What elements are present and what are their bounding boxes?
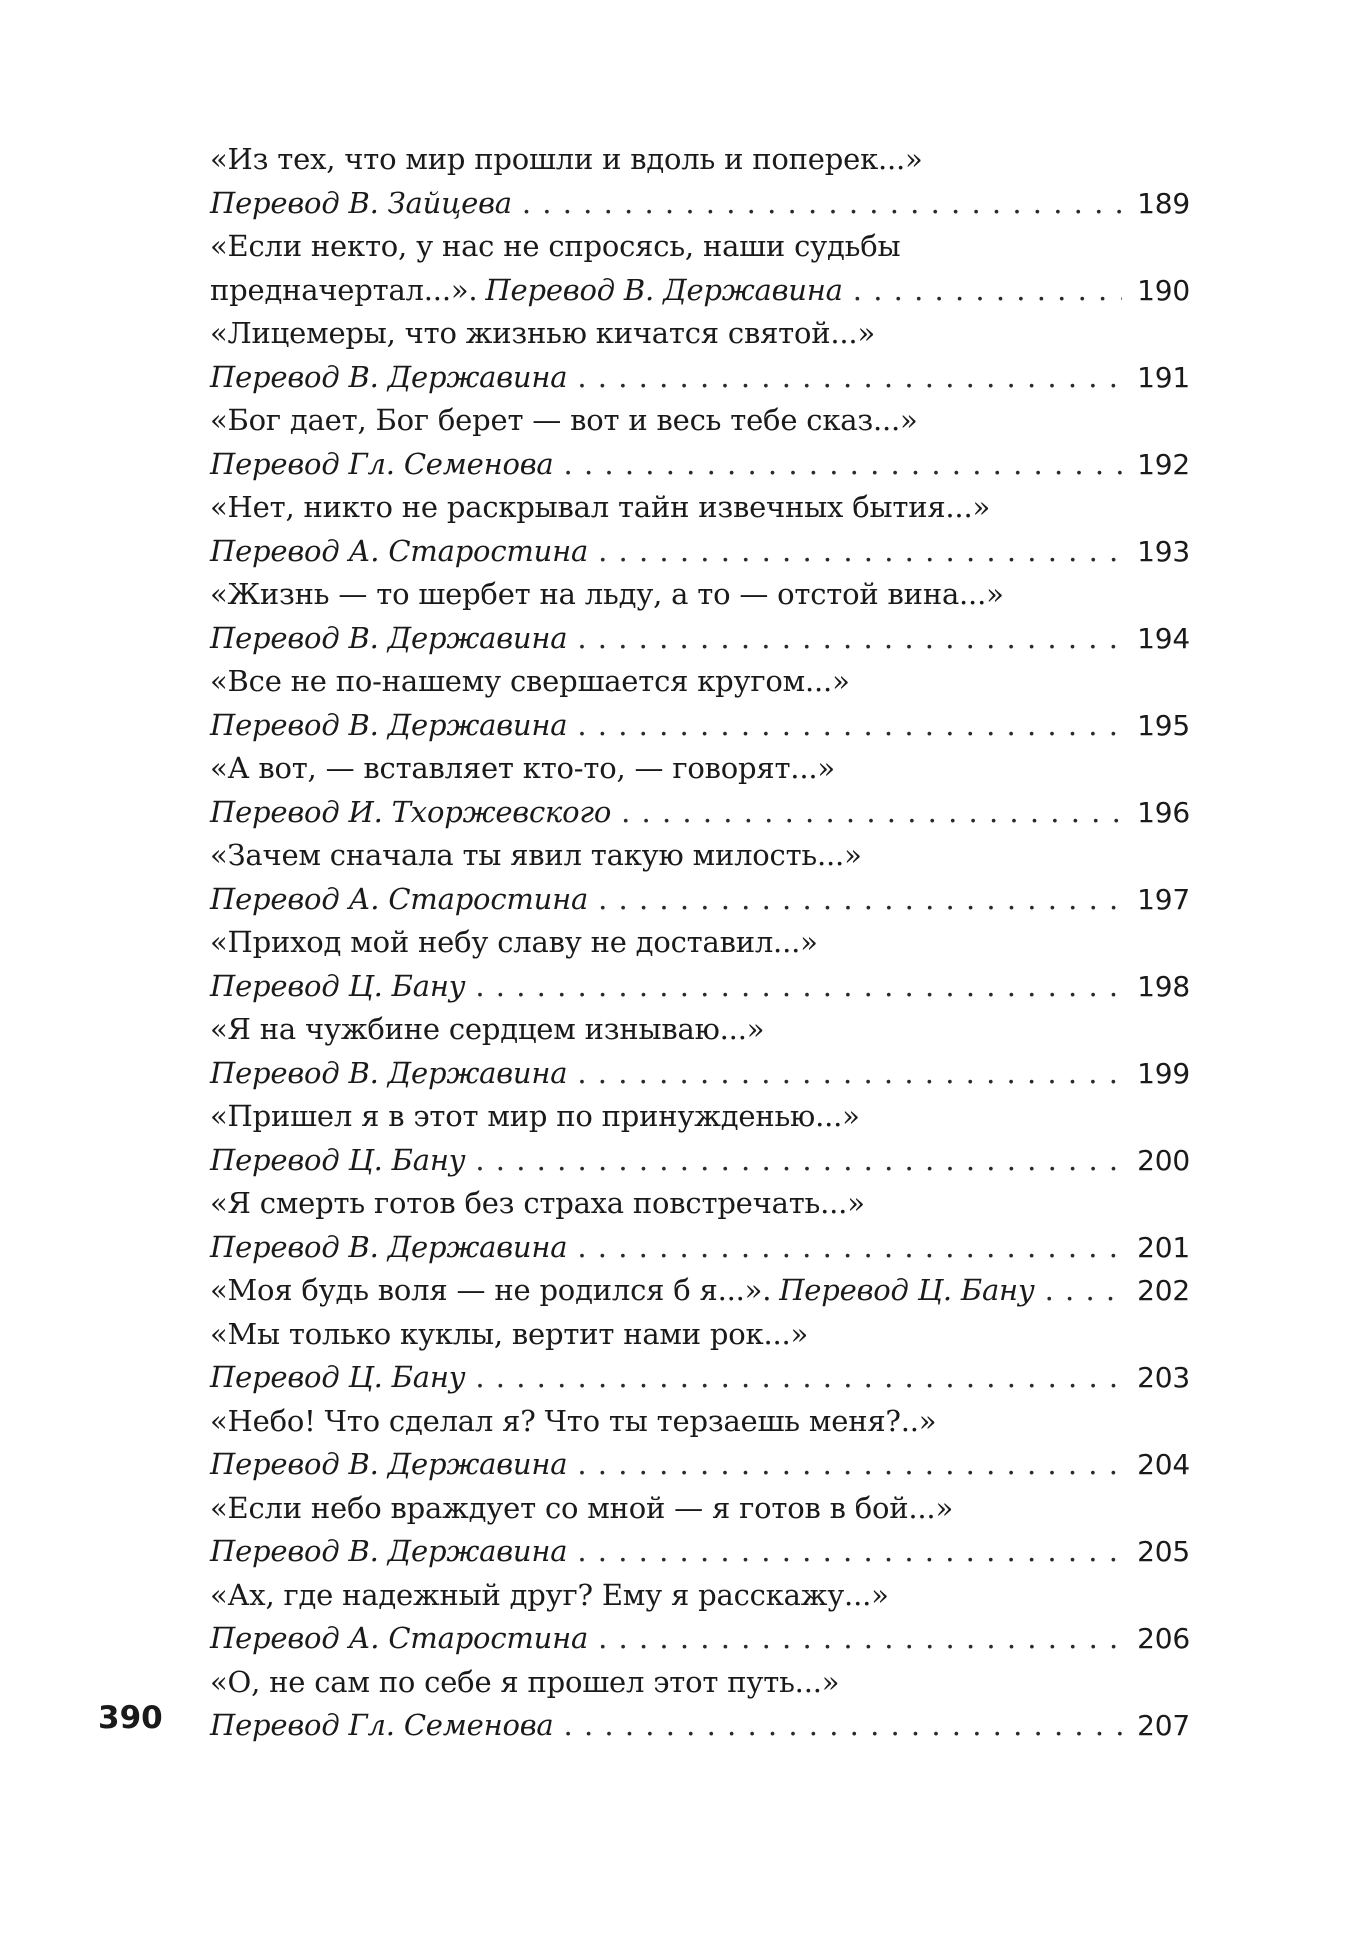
toc-line: [210, 1182, 1190, 1226]
entry-page-number: 189: [1137, 186, 1190, 220]
entry-translator: Перевод В. Державина: [210, 620, 568, 655]
toc-line: [210, 704, 1190, 748]
toc-line: [210, 443, 1190, 487]
entry-quote: «А вот, — вставляет кто-то, — говорят...»: [210, 751, 835, 785]
toc-entry: [210, 225, 1190, 312]
dot-leader: [577, 1226, 1122, 1270]
entry-translator: Перевод В. Державина: [210, 1534, 568, 1568]
entry-page-number: 190: [1137, 273, 1190, 307]
entry-quote: «Моя будь воля — не родился б я...».: [210, 1273, 772, 1307]
entry-quote: «Все не по-нашему свершается кругом...»: [210, 664, 850, 698]
table-of-contents: [210, 138, 1190, 1748]
dot-leader: [564, 443, 1122, 487]
entry-quote: «Я смерть готов без страха повстречать...»: [210, 1186, 865, 1220]
toc-line: [210, 965, 1190, 1009]
dot-leader: [577, 1530, 1122, 1574]
toc-entry: [210, 573, 1190, 660]
toc-line: [210, 1269, 1190, 1313]
entry-translator: Перевод Гл. Семенова: [210, 446, 554, 481]
page-number: 390: [98, 1700, 163, 1736]
entry-page-number: 195: [1137, 708, 1190, 742]
toc-line: [210, 1661, 1190, 1705]
toc-line: [210, 486, 1190, 530]
entry-translator: Перевод Гл. Семенова: [210, 1708, 554, 1742]
toc-entry: [210, 1661, 1190, 1748]
entry-translator: Перевод В. Державина: [485, 272, 843, 307]
entry-translator: Перевод И. Тхоржевского: [210, 794, 612, 829]
toc-line: [210, 225, 1190, 269]
entry-quote: «Если небо враждует со мной — я готов в бой...»: [210, 1490, 953, 1525]
toc-line: [210, 1617, 1190, 1661]
entry-page-number: 205: [1137, 1535, 1190, 1568]
entry-translator: Перевод А. Старостина: [210, 1621, 589, 1655]
entry-quote: «Мы только куклы, вертит нами рок...»: [210, 1316, 809, 1351]
toc-line: [210, 921, 1190, 965]
entry-page-number: 196: [1137, 795, 1190, 829]
dot-leader: [621, 791, 1122, 835]
entry-quote: «Если некто, у нас не спросясь, наши судьбы: [210, 229, 901, 263]
toc-line: [210, 1487, 1190, 1531]
entry-translator: Перевод В. Державина: [210, 1229, 568, 1264]
entry-translator: Перевод В. Державина: [210, 1447, 568, 1481]
toc-line: [210, 834, 1190, 878]
entry-translator: Перевод А. Старостина: [210, 533, 589, 568]
dot-leader: [522, 182, 1122, 226]
entry-translator: Перевод В. Зайцева: [210, 185, 512, 220]
entry-quote: «Ах, где надежный друг? Ему я расскажу...»: [210, 1577, 889, 1612]
entry-translator: Перевод А. Старостина: [210, 881, 589, 916]
entry-quote-continued: предначертал...».: [210, 272, 478, 307]
toc-line: [210, 356, 1190, 400]
toc-line: [210, 791, 1190, 835]
entry-translator: Перевод Ц. Бану: [210, 1360, 466, 1394]
toc-line: [210, 1313, 1190, 1357]
toc-line: [210, 1574, 1190, 1618]
toc-entry: [210, 1182, 1190, 1269]
toc-entry: [210, 1095, 1190, 1182]
toc-entry: [210, 1008, 1190, 1095]
dot-leader: [598, 878, 1122, 922]
entry-quote: «Нет, никто не раскрывал тайн извечных бытия...»: [210, 490, 991, 524]
entry-page-number: 206: [1137, 1622, 1190, 1655]
toc-line: [210, 1095, 1190, 1139]
dot-leader: [577, 1443, 1122, 1487]
entry-page-number: 201: [1137, 1230, 1190, 1264]
dot-leader: [853, 269, 1122, 313]
dot-leader: [577, 1052, 1122, 1096]
entry-page-number: 194: [1137, 621, 1190, 655]
entry-page-number: 199: [1137, 1056, 1190, 1090]
toc-line: [210, 530, 1190, 574]
entry-translator: Перевод В. Державина: [210, 359, 568, 394]
toc-line: [210, 660, 1190, 704]
entry-page-number: 191: [1137, 360, 1190, 394]
toc-entry: [210, 660, 1190, 747]
entry-translator: Перевод Ц. Бану: [210, 1142, 466, 1177]
entry-quote: «Зачем сначала ты явил такую милость...»: [210, 838, 862, 872]
dot-leader: [475, 1356, 1122, 1400]
toc-line: [210, 182, 1190, 226]
entry-translator: Перевод В. Державина: [210, 707, 568, 742]
entry-quote: «Небо! Что сделал я? Что ты терзаешь меня?..»: [210, 1403, 937, 1438]
toc-line: [210, 1356, 1190, 1400]
dot-leader: [475, 965, 1122, 1009]
toc-entry: [210, 747, 1190, 834]
toc-line: [210, 747, 1190, 791]
entry-translator: Перевод Ц. Бану: [779, 1273, 1035, 1307]
toc-line: [210, 573, 1190, 617]
entry-quote: «Лицемеры, что жизнью кичатся святой...»: [210, 316, 875, 350]
entry-quote: «Приход мой небу славу не доставил...»: [210, 925, 818, 959]
entry-quote: «Я на чужбине сердцем изнываю...»: [210, 1012, 765, 1046]
toc-line: [210, 1443, 1190, 1487]
toc-line: [210, 1704, 1190, 1748]
dot-leader: [475, 1139, 1122, 1183]
dot-leader: [564, 1704, 1122, 1748]
dot-leader: [1045, 1269, 1122, 1313]
toc-entry: [210, 1400, 1190, 1487]
toc-line: [210, 269, 1190, 313]
entry-page-number: 207: [1137, 1709, 1190, 1742]
toc-entry: [210, 138, 1190, 225]
entry-page-number: 193: [1137, 534, 1190, 568]
toc-line: [210, 1400, 1190, 1444]
toc-line: [210, 1008, 1190, 1052]
toc-line: [210, 1052, 1190, 1096]
toc-entry: [210, 312, 1190, 399]
toc-line: [210, 1530, 1190, 1574]
toc-line: [210, 1226, 1190, 1270]
toc-entry: [210, 921, 1190, 1008]
dot-leader: [577, 356, 1122, 400]
entry-page-number: 204: [1137, 1448, 1190, 1481]
toc-entry: [210, 1313, 1190, 1400]
toc-line: [210, 312, 1190, 356]
toc-line: [210, 1139, 1190, 1183]
entry-translator: Перевод В. Державина: [210, 1055, 568, 1090]
toc-entry: [210, 486, 1190, 573]
entry-translator: Перевод Ц. Бану: [210, 968, 466, 1003]
toc-line: [210, 399, 1190, 443]
entry-page-number: 198: [1137, 969, 1190, 1003]
entry-page-number: 192: [1137, 447, 1190, 481]
entry-page-number: 200: [1137, 1143, 1190, 1177]
entry-page-number: 197: [1137, 882, 1190, 916]
toc-line: [210, 878, 1190, 922]
dot-leader: [577, 704, 1122, 748]
entry-quote: «О, не сам по себе я прошел этот путь...»: [210, 1664, 840, 1699]
toc-entry: [210, 399, 1190, 486]
entry-quote: «Из тех, что мир прошли и вдоль и поперек...»: [210, 142, 923, 176]
entry-page-number: 203: [1137, 1361, 1190, 1394]
dot-leader: [577, 617, 1122, 661]
entry-quote: «Жизнь — то шербет на льду, а то — отстой вина...»: [210, 577, 1004, 611]
entry-quote: «Бог дает, Бог берет — вот и весь тебе сказ...»: [210, 403, 918, 437]
toc-line: [210, 617, 1190, 661]
toc-entry: [210, 834, 1190, 921]
toc-entry: [210, 1487, 1190, 1574]
toc-entry: [210, 1269, 1190, 1313]
dot-leader: [598, 530, 1122, 574]
toc-entry: [210, 1574, 1190, 1661]
toc-line: [210, 138, 1190, 182]
dot-leader: [598, 1617, 1122, 1661]
entry-page-number: 202: [1137, 1274, 1190, 1307]
entry-quote: «Пришел я в этот мир по принужденью...»: [210, 1099, 860, 1133]
